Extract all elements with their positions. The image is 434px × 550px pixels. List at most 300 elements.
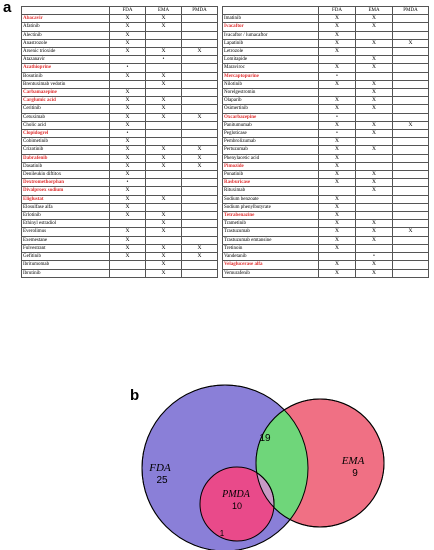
table-row bbox=[223, 105, 429, 113]
pmda-mark-cell bbox=[182, 105, 218, 113]
pmda-mark-cell bbox=[182, 187, 218, 195]
drug-name-cell: Pembrolizumab bbox=[223, 138, 319, 146]
table-row bbox=[223, 121, 429, 129]
fda-mark-cell: X bbox=[110, 31, 146, 39]
table-header-row bbox=[223, 7, 429, 15]
table-row bbox=[223, 56, 429, 64]
table-row bbox=[22, 31, 218, 39]
ema-mark-cell bbox=[356, 162, 393, 170]
drug-name-cell: Elosulfase alfa bbox=[22, 203, 110, 211]
pmda-mark-cell bbox=[393, 80, 429, 88]
table-row bbox=[22, 244, 218, 252]
drug-name-cell: Gefitinib bbox=[22, 253, 110, 261]
fda-mark-cell: • bbox=[110, 179, 146, 187]
fda-mark-cell: • bbox=[319, 130, 356, 138]
table-row bbox=[223, 97, 429, 105]
table-row bbox=[223, 244, 429, 252]
table-row bbox=[22, 203, 218, 211]
ema-mark-cell: X bbox=[146, 244, 182, 252]
ema-mark-cell bbox=[356, 212, 393, 220]
ema-mark-cell: X bbox=[356, 105, 393, 113]
ema-mark-cell: X bbox=[146, 72, 182, 80]
venn-count-pmda: 10 bbox=[231, 501, 243, 511]
fda-mark-cell: X bbox=[319, 138, 356, 146]
ema-mark-cell: X bbox=[356, 261, 393, 269]
pmda-mark-cell bbox=[182, 228, 218, 236]
venn-label-fda: FDA bbox=[149, 462, 171, 474]
ema-mark-cell bbox=[356, 244, 393, 252]
ema-mark-cell bbox=[146, 171, 182, 179]
table-row bbox=[22, 236, 218, 244]
pmda-mark-cell: X bbox=[393, 121, 429, 129]
venn-diagram bbox=[0, 380, 434, 550]
drug-name-cell: Maraviroc bbox=[223, 64, 319, 72]
pmda-mark-cell bbox=[393, 154, 429, 162]
table-row bbox=[223, 130, 429, 138]
ema-mark-cell: X bbox=[356, 89, 393, 97]
table-row bbox=[22, 253, 218, 261]
pmda-mark-cell bbox=[393, 269, 429, 277]
drug-name-cell: Pertuzumab bbox=[223, 146, 319, 154]
ema-mark-cell bbox=[356, 138, 393, 146]
table-row bbox=[223, 39, 429, 47]
fda-mark-cell: • bbox=[319, 113, 356, 121]
ema-mark-cell: X bbox=[146, 146, 182, 154]
drug-name-cell: Atazanavir bbox=[22, 56, 110, 64]
fda-mark-cell: X bbox=[110, 23, 146, 31]
ema-mark-cell bbox=[356, 195, 393, 203]
ema-mark-cell: X bbox=[146, 212, 182, 220]
drug-name-cell: Imatinib bbox=[223, 15, 319, 23]
ema-mark-cell: X bbox=[146, 220, 182, 228]
drug-name-cell: Trastuzumab emtansine bbox=[223, 236, 319, 244]
drug-name-cell: Denileukin diftitox bbox=[22, 171, 110, 179]
ema-mark-cell bbox=[146, 236, 182, 244]
pmda-mark-cell: X bbox=[393, 228, 429, 236]
fda-mark-cell bbox=[110, 220, 146, 228]
fda-mark-cell bbox=[110, 261, 146, 269]
fda-mark-cell: X bbox=[110, 171, 146, 179]
table-row bbox=[22, 146, 218, 154]
ema-mark-cell: X bbox=[356, 64, 393, 72]
pmda-mark-cell bbox=[182, 212, 218, 220]
fda-mark-cell: X bbox=[319, 236, 356, 244]
drug-name-cell: Lomitapide bbox=[223, 56, 319, 64]
table-row bbox=[22, 187, 218, 195]
table-row bbox=[22, 220, 218, 228]
pmda-mark-cell bbox=[393, 56, 429, 64]
drug-name-cell: Fulvestrant bbox=[22, 244, 110, 252]
table-row bbox=[22, 130, 218, 138]
ema-mark-cell bbox=[356, 113, 393, 121]
drug-name-cell: Divalproex sodium bbox=[22, 187, 110, 195]
ema-mark-cell: X bbox=[356, 269, 393, 277]
table-row bbox=[22, 195, 218, 203]
ema-mark-cell: X bbox=[146, 162, 182, 170]
drug-name-cell: Trastuzumab bbox=[223, 228, 319, 236]
fda-mark-cell: X bbox=[110, 146, 146, 154]
ema-mark-cell bbox=[146, 64, 182, 72]
pmda-mark-cell: X bbox=[182, 154, 218, 162]
table-row bbox=[223, 72, 429, 80]
table-row bbox=[22, 64, 218, 72]
drug-name-cell: Alectinib bbox=[22, 31, 110, 39]
ema-mark-cell bbox=[146, 31, 182, 39]
pmda-mark-cell bbox=[182, 39, 218, 47]
drug-name-cell: Ceritinib bbox=[22, 105, 110, 113]
header-ema: EMA bbox=[146, 7, 182, 15]
table-row bbox=[223, 220, 429, 228]
ema-mark-cell: X bbox=[146, 80, 182, 88]
fda-mark-cell: X bbox=[110, 228, 146, 236]
pmda-mark-cell bbox=[182, 236, 218, 244]
drug-name-cell: Arsenic trioxide bbox=[22, 48, 110, 56]
fda-mark-cell: X bbox=[319, 220, 356, 228]
pmda-mark-cell bbox=[182, 195, 218, 203]
pmda-mark-cell bbox=[393, 236, 429, 244]
drug-name-cell: Osimertinib bbox=[223, 105, 319, 113]
fda-mark-cell: X bbox=[110, 138, 146, 146]
drug-name-cell: Sodium phenylbutyrate bbox=[223, 203, 319, 211]
drug-name-cell: Pegloticase bbox=[223, 130, 319, 138]
venn-label-pmda: PMDA bbox=[222, 489, 250, 500]
ema-mark-cell: X bbox=[146, 105, 182, 113]
fda-mark-cell: X bbox=[319, 244, 356, 252]
pmda-mark-cell bbox=[393, 130, 429, 138]
drug-name-cell: Trametinib bbox=[223, 220, 319, 228]
table-row bbox=[22, 228, 218, 236]
table-row bbox=[223, 261, 429, 269]
ema-mark-cell: X bbox=[356, 179, 393, 187]
table-row bbox=[223, 80, 429, 88]
pmda-mark-cell bbox=[393, 89, 429, 97]
fda-mark-cell: X bbox=[110, 253, 146, 261]
pmda-mark-cell: X bbox=[182, 162, 218, 170]
fda-mark-cell: • bbox=[319, 72, 356, 80]
table-row bbox=[223, 48, 429, 56]
pmda-mark-cell bbox=[393, 253, 429, 261]
ema-mark-cell: X bbox=[356, 220, 393, 228]
pmda-mark-cell bbox=[182, 31, 218, 39]
fda-mark-cell: X bbox=[319, 23, 356, 31]
table-row bbox=[223, 212, 429, 220]
table-row bbox=[22, 121, 218, 129]
drug-name-cell: Afatinib bbox=[22, 23, 110, 31]
pmda-mark-cell bbox=[182, 15, 218, 23]
drug-name-cell: Sodium benzoate bbox=[223, 195, 319, 203]
drug-name-cell: Dextromethorphan bbox=[22, 179, 110, 187]
drug-name-cell: Oxcarbazepine bbox=[223, 113, 319, 121]
drug-name-cell: Eliglustat bbox=[22, 195, 110, 203]
table-row bbox=[22, 56, 218, 64]
fda-mark-cell: X bbox=[319, 97, 356, 105]
drug-name-cell: Bosutinib bbox=[22, 72, 110, 80]
pmda-mark-cell bbox=[393, 187, 429, 195]
table-row bbox=[223, 228, 429, 236]
drug-name-cell: Nilotinib bbox=[223, 80, 319, 88]
table-row bbox=[223, 146, 429, 154]
pmda-mark-cell bbox=[393, 212, 429, 220]
table-row bbox=[223, 203, 429, 211]
table-row bbox=[223, 15, 429, 23]
table-row bbox=[223, 187, 429, 195]
ema-mark-cell: X bbox=[146, 97, 182, 105]
fda-mark-cell: X bbox=[319, 39, 356, 47]
drug-name-cell: Pimozide bbox=[223, 162, 319, 170]
drug-name-cell: Dabrafenib bbox=[22, 154, 110, 162]
ema-mark-cell: X bbox=[146, 253, 182, 261]
drug-name-cell: Tretinoin bbox=[223, 244, 319, 252]
ema-mark-cell: X bbox=[146, 23, 182, 31]
ema-mark-cell bbox=[356, 72, 393, 80]
ema-mark-cell: • bbox=[146, 56, 182, 64]
pmda-mark-cell: X bbox=[182, 244, 218, 252]
fda-mark-cell: X bbox=[110, 212, 146, 220]
fda-mark-cell: X bbox=[110, 187, 146, 195]
pmda-mark-cell bbox=[182, 121, 218, 129]
header-ema: EMA bbox=[356, 7, 393, 15]
panel-label-b: b bbox=[130, 387, 140, 404]
drug-name-cell: Anastrozole bbox=[22, 39, 110, 47]
table-row bbox=[22, 212, 218, 220]
fda-mark-cell: X bbox=[110, 39, 146, 47]
drug-name-cell: Carglumic acid bbox=[22, 97, 110, 105]
ema-mark-cell bbox=[146, 179, 182, 187]
drug-name-cell: Mercaptopurine bbox=[223, 72, 319, 80]
pmda-mark-cell bbox=[393, 261, 429, 269]
pmda-mark-cell bbox=[393, 138, 429, 146]
fda-mark-cell: X bbox=[110, 162, 146, 170]
pmda-mark-cell bbox=[393, 146, 429, 154]
ema-mark-cell: X bbox=[146, 15, 182, 23]
drug-name-cell: Vandetanib bbox=[223, 253, 319, 261]
pmda-mark-cell bbox=[393, 244, 429, 252]
drug-name-cell: Abacavir bbox=[22, 15, 110, 23]
table-row bbox=[22, 72, 218, 80]
pmda-mark-cell bbox=[182, 203, 218, 211]
fda-mark-cell: X bbox=[319, 171, 356, 179]
pmda-mark-cell bbox=[393, 15, 429, 23]
pmda-mark-cell: X bbox=[182, 48, 218, 56]
ema-mark-cell: X bbox=[146, 261, 182, 269]
panel-label-a: a bbox=[3, 0, 12, 16]
fda-mark-cell: X bbox=[110, 105, 146, 113]
ema-mark-cell: X bbox=[356, 15, 393, 23]
drug-name-cell: Tetrabenazine bbox=[223, 212, 319, 220]
ema-mark-cell bbox=[146, 89, 182, 97]
fda-mark-cell: X bbox=[319, 261, 356, 269]
fda-mark-cell: X bbox=[110, 48, 146, 56]
drug-name-cell: Rituximab bbox=[223, 187, 319, 195]
fda-mark-cell: X bbox=[319, 31, 356, 39]
drug-table-left bbox=[21, 6, 218, 278]
fda-mark-cell: X bbox=[110, 97, 146, 105]
fda-mark-cell: X bbox=[319, 179, 356, 187]
fda-mark-cell: X bbox=[110, 15, 146, 23]
table-row bbox=[223, 138, 429, 146]
table-row bbox=[22, 113, 218, 121]
ema-mark-cell bbox=[356, 31, 393, 39]
table-row bbox=[223, 195, 429, 203]
table-row bbox=[22, 48, 218, 56]
drug-name-cell: Cholic acid bbox=[22, 121, 110, 129]
fda-mark-cell: X bbox=[110, 203, 146, 211]
fda-mark-cell: X bbox=[319, 162, 356, 170]
table-row bbox=[223, 89, 429, 97]
table-row bbox=[22, 154, 218, 162]
table-row bbox=[22, 89, 218, 97]
fda-mark-cell: X bbox=[110, 236, 146, 244]
fda-mark-cell: X bbox=[319, 212, 356, 220]
fda-mark-cell: X bbox=[110, 195, 146, 203]
fda-mark-cell bbox=[319, 187, 356, 195]
pmda-mark-cell bbox=[393, 72, 429, 80]
pmda-mark-cell bbox=[393, 179, 429, 187]
ema-mark-cell: X bbox=[356, 130, 393, 138]
venn-count-fda-ema: 19 bbox=[259, 433, 271, 444]
fda-mark-cell: X bbox=[319, 195, 356, 203]
table-row bbox=[223, 23, 429, 31]
venn-count-fda-pmda: 1 bbox=[219, 529, 225, 538]
table-row bbox=[22, 179, 218, 187]
ema-mark-cell: X bbox=[356, 39, 393, 47]
fda-mark-cell: X bbox=[319, 105, 356, 113]
ema-mark-cell: X bbox=[356, 56, 393, 64]
pmda-mark-cell: X bbox=[393, 39, 429, 47]
ema-mark-cell: X bbox=[356, 97, 393, 105]
fda-mark-cell: X bbox=[319, 228, 356, 236]
fda-mark-cell: X bbox=[110, 121, 146, 129]
table-row bbox=[223, 31, 429, 39]
fda-mark-cell bbox=[110, 56, 146, 64]
pmda-mark-cell bbox=[393, 113, 429, 121]
ema-mark-cell bbox=[146, 187, 182, 195]
drug-name-cell: Velaglucerase alfa bbox=[223, 261, 319, 269]
drug-name-cell: Ethinyl estradiol bbox=[22, 220, 110, 228]
drug-name-cell: Olaparib bbox=[223, 97, 319, 105]
fda-mark-cell bbox=[319, 89, 356, 97]
pmda-mark-cell bbox=[182, 64, 218, 72]
table-row bbox=[22, 105, 218, 113]
fda-mark-cell: X bbox=[110, 72, 146, 80]
ema-mark-cell: X bbox=[146, 113, 182, 121]
venn-label-ema: EMA bbox=[341, 455, 365, 467]
drug-name-cell: Ponatinib bbox=[223, 171, 319, 179]
table-row bbox=[223, 113, 429, 121]
ema-mark-cell: X bbox=[146, 48, 182, 56]
pmda-mark-cell bbox=[182, 80, 218, 88]
ema-mark-cell bbox=[356, 154, 393, 162]
table-row bbox=[223, 179, 429, 187]
ema-mark-cell: X bbox=[356, 171, 393, 179]
pmda-mark-cell bbox=[393, 203, 429, 211]
pmda-mark-cell bbox=[393, 162, 429, 170]
drug-name-cell: Carbamazepine bbox=[22, 89, 110, 97]
pmda-mark-cell bbox=[182, 138, 218, 146]
table-row bbox=[223, 171, 429, 179]
table-row bbox=[22, 171, 218, 179]
drug-name-cell: Clopidogrel bbox=[22, 130, 110, 138]
drug-name-cell: Azathioprine bbox=[22, 64, 110, 72]
pmda-mark-cell bbox=[182, 97, 218, 105]
drug-name-cell: Everolimus bbox=[22, 228, 110, 236]
pmda-mark-cell bbox=[393, 195, 429, 203]
table-row bbox=[22, 23, 218, 31]
ema-mark-cell: X bbox=[146, 269, 182, 277]
ema-mark-cell: X bbox=[356, 23, 393, 31]
fda-mark-cell: X bbox=[319, 48, 356, 56]
fda-mark-cell: • bbox=[110, 64, 146, 72]
ema-mark-cell: X bbox=[146, 228, 182, 236]
ema-mark-cell bbox=[146, 121, 182, 129]
pmda-mark-cell bbox=[182, 261, 218, 269]
table-row bbox=[22, 162, 218, 170]
drug-name-cell: Vemurafenib bbox=[223, 269, 319, 277]
pmda-mark-cell bbox=[182, 72, 218, 80]
ema-mark-cell: X bbox=[356, 187, 393, 195]
pmda-mark-cell: X bbox=[182, 113, 218, 121]
table-row bbox=[22, 269, 218, 277]
pmda-mark-cell bbox=[393, 105, 429, 113]
ema-mark-cell: X bbox=[356, 80, 393, 88]
ema-mark-cell: X bbox=[356, 228, 393, 236]
table-row bbox=[223, 253, 429, 261]
drug-name-cell: Ivacaftor / lumacaftor bbox=[223, 31, 319, 39]
ema-mark-cell: X bbox=[356, 146, 393, 154]
pmda-mark-cell bbox=[393, 171, 429, 179]
pmda-mark-cell bbox=[393, 97, 429, 105]
pmda-mark-cell bbox=[182, 56, 218, 64]
fda-mark-cell: X bbox=[319, 80, 356, 88]
pmda-mark-cell bbox=[182, 179, 218, 187]
drug-name-cell: Exemestane bbox=[22, 236, 110, 244]
header-fda: FDA bbox=[110, 7, 146, 15]
ema-mark-cell bbox=[146, 130, 182, 138]
pmda-mark-cell bbox=[182, 23, 218, 31]
fda-mark-cell: X bbox=[319, 121, 356, 129]
fda-mark-cell: X bbox=[319, 203, 356, 211]
ema-mark-cell bbox=[146, 138, 182, 146]
fda-mark-cell bbox=[110, 80, 146, 88]
drug-name-cell: Dasatinib bbox=[22, 162, 110, 170]
table-row bbox=[223, 64, 429, 72]
ema-mark-cell: X bbox=[146, 154, 182, 162]
fda-mark-cell: X bbox=[110, 154, 146, 162]
pmda-mark-cell bbox=[393, 220, 429, 228]
ema-mark-cell bbox=[356, 203, 393, 211]
drug-name-cell: Cobimetinib bbox=[22, 138, 110, 146]
venn-count-fda: 25 bbox=[156, 475, 168, 486]
drug-name-cell: Ibritumomab bbox=[22, 261, 110, 269]
table-row bbox=[223, 269, 429, 277]
header-drug bbox=[223, 7, 319, 15]
fda-mark-cell: X bbox=[319, 154, 356, 162]
ema-mark-cell bbox=[356, 48, 393, 56]
drug-table-right bbox=[222, 6, 429, 278]
ema-mark-cell: X bbox=[146, 195, 182, 203]
header-pmda: PMDA bbox=[393, 7, 429, 15]
pmda-mark-cell bbox=[393, 23, 429, 31]
ema-mark-cell: • bbox=[356, 253, 393, 261]
drug-name-cell: Ibrutinib bbox=[22, 269, 110, 277]
drug-name-cell: Cetuximab bbox=[22, 113, 110, 121]
drug-name-cell: Erlotinib bbox=[22, 212, 110, 220]
table-row bbox=[22, 138, 218, 146]
header-fda: FDA bbox=[319, 7, 356, 15]
drug-name-cell: Brentuximab vedotin bbox=[22, 80, 110, 88]
venn-count-ema: 9 bbox=[352, 468, 358, 479]
ema-mark-cell: X bbox=[356, 236, 393, 244]
